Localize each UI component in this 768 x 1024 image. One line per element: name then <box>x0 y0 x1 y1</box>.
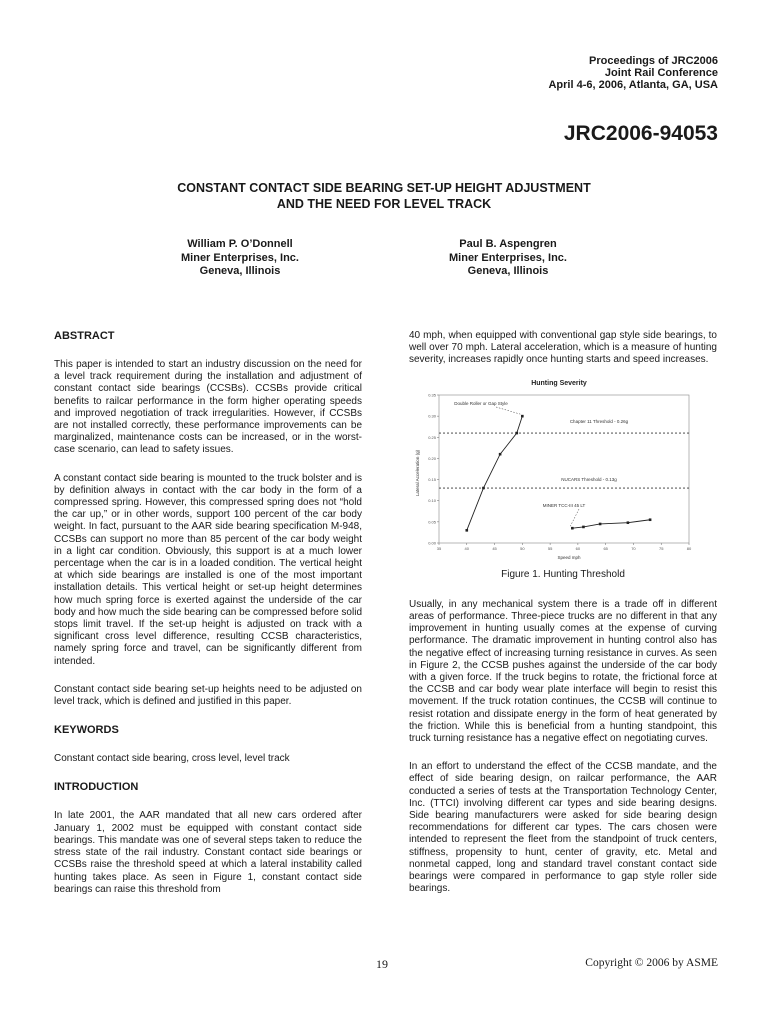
title-line-2: AND THE NEED FOR LEVEL TRACK <box>276 197 492 211</box>
abstract-paragraph-1: This paper is intended to start an industry discussion on the need for a level track requirement during the installation and adjustment of constant contact side bearings (CCSBs). CCSBs provide critical benefits to railcar performance in the form higher operating speeds and improved negotiation of track irregularities. However, if CCSBs are not installed correctly, these performance improvements can be marginalized, maintenance costs can be increased, or in the worst-case scenario, can lead to safety issues. <box>54 359 362 456</box>
title-line-1: CONSTANT CONTACT SIDE BEARING SET-UP HEIGHT ADJUSTMENT <box>177 181 591 195</box>
y-tick-label: 0.35 <box>428 392 436 398</box>
page-number: 19 <box>376 957 388 971</box>
abstract-paragraph-3: Constant contact side bearing set-up heights need to be adjusted on level track, which is defined and justified in this paper. <box>54 683 362 708</box>
introduction-heading: INTRODUCTION <box>54 781 139 794</box>
right-paragraph-3: In an effort to understand the effect of the CCSB mandate, and the effect of side bearing design, on railcar performance, the AAR conducted a series of tests at the Transportation Technology Center, Inc. (TTCI) involving different car types and side bearing designs. Side bearing manufacturers were asked for side bearing design recommendations for different car types. The cars chosen were intended to represent the fleet from the standpoint of truck centers, stiffness, propensity to hunt, center of gravity, etc. Metal and nonmetal capped, long and standard travel constant contact side bearings were compared in performance to gap style roller side bearings. <box>409 761 717 895</box>
x-tick-label: 40 <box>464 545 470 551</box>
data-point <box>499 453 502 456</box>
author-name: Paul B. Aspengren <box>459 238 557 250</box>
x-tick-label: 70 <box>631 545 636 551</box>
data-point <box>571 527 574 530</box>
author-affiliation: Miner Enterprises, Inc. <box>181 251 299 264</box>
y-tick-label: 0.10 <box>428 497 436 503</box>
x-tick-label: 50 <box>520 545 525 551</box>
keywords-text: Constant contact side bearing, cross level, level track <box>54 753 290 765</box>
plot-area <box>428 392 692 551</box>
right-paragraph-2: Usually, in any mechanical system there is a trade off in different areas of performance. Three-piece trucks are no different in that any improvement in hunting usually comes at the expense of curving performance. The dramatic improvement in hunting control also has the negative effect of increasing turning resistance in curves. As seen in Figure 2, the CCSB pushes against the underside of the car body with a given force. If the truck begins to rotate, the frictional force at the CCSB and car body wear plate interface will begin to resist this movement. If the truck rotation continues, the CCSB will continue to resist rotation and dissipate energy in the form of heat generated by the friction. While this is beneficial from a hunting standpoint, this truck turning resistance has a negative effect on negotiating curves. <box>409 598 717 745</box>
copyright-notice: Copyright © 2006 by ASME <box>585 957 718 969</box>
y-tick-label: 0.30 <box>428 413 436 419</box>
data-point <box>627 521 630 524</box>
x-tick-label: 75 <box>658 545 664 551</box>
series-label-leader <box>570 509 579 526</box>
y-axis-label: Lateral Acceleration (g) <box>415 449 420 496</box>
x-tick-label: 60 <box>575 545 581 551</box>
threshold-label: Chapter 11 Threshold - 0.26g <box>569 418 629 424</box>
data-point <box>515 431 518 434</box>
x-tick-label: 55 <box>547 545 553 551</box>
y-tick-label: 0.25 <box>428 434 436 440</box>
author-block-1 <box>130 238 350 279</box>
paper-title <box>0 180 768 212</box>
keywords-heading: KEYWORDS <box>54 724 119 737</box>
proceedings-line-1: Proceedings of JRC2006 <box>589 55 718 67</box>
hunting-severity-chart <box>409 373 709 563</box>
x-tick-label: 45 <box>492 545 497 551</box>
paper-id: JRC2006-94053 <box>563 122 718 145</box>
introduction-paragraph-1: In late 2001, the AAR mandated that all new cars ordered after January 1, 2002 must be equipped with constant contact side bearings. This mandate was one of several steps taken to reduce the stress state of the rail industry. Constant contact side bearings or CCSBs raise the threshold speed at which a lateral instability called hunting takes place. As seen in Figure 1, constant contact side bearings can raise this threshold from <box>54 810 362 895</box>
chart-title: Hunting Severity <box>531 379 587 387</box>
y-tick-label: 0.20 <box>428 455 436 461</box>
right-column <box>409 330 717 911</box>
author-affiliation: Miner Enterprises, Inc. <box>449 251 567 264</box>
author-location: Geneva, Illinois <box>467 265 549 277</box>
data-point <box>521 414 524 417</box>
author-name: William P. O’Donnell <box>187 238 293 250</box>
abstract-heading: ABSTRACT <box>54 330 115 342</box>
series-label: Double Roller or Gap Style <box>454 400 508 406</box>
series-label: MINER TCC-III 45 LT <box>542 502 586 508</box>
y-tick-label: 0.15 <box>428 476 436 482</box>
plot-frame <box>439 395 689 543</box>
y-tick-label: 0.05 <box>428 518 436 524</box>
figure-caption: Figure 1. Hunting Threshold <box>501 568 625 580</box>
series-label-leader <box>496 407 520 414</box>
author-block-2 <box>398 238 618 279</box>
data-point <box>599 522 602 525</box>
proceedings-line-3: April 4-6, 2006, Atlanta, GA, USA <box>548 79 718 91</box>
hunting-severity-figure <box>409 373 709 563</box>
data-point <box>649 518 652 521</box>
abstract-paragraph-2: A constant contact side bearing is mounted to the truck bolster and is by definition always in contact with the car body in the form of a compressed spring. However, this compressed spring does not “hold the car up,” or in other words, support 100 percent of the car body weight. In fact, pursuant to the AAR side bearing specification M-948, CCSBs can support no more than 85 percent of the car body weight in a light car condition. Obviously, this support is at a much lower percentage when the car is in a loaded condition. The vertical height at which side bearings are installed is one of the most important installation details. This vertical height or set-up height determines how much spring force is exerted against the underside of the car body and how much the side bearing can be compressed before solid stops limit travel. If the set-up height is adjusted on track with a significant cross level difference, resulting CCSB characteristics, namely spring force and travel, can be significantly different from intended. <box>54 472 362 667</box>
y-tick-label: 0.00 <box>428 540 436 546</box>
x-axis-label: Speed mph <box>557 554 581 560</box>
proceedings-line-2: Joint Rail Conference <box>604 67 718 79</box>
x-tick-label: 35 <box>436 545 442 551</box>
left-column <box>54 330 362 912</box>
author-location: Geneva, Illinois <box>199 265 281 277</box>
data-point <box>465 529 468 532</box>
proceedings-header <box>358 55 718 91</box>
threshold-label: NUCARS Threshold - 0.13g <box>561 476 617 482</box>
data-point <box>482 486 485 489</box>
data-point <box>582 525 585 528</box>
x-tick-label: 80 <box>686 545 692 551</box>
x-tick-label: 65 <box>603 545 608 551</box>
right-paragraph-1: 40 mph, when equipped with conventional gap style side bearings, to well over 70 mph. Lateral acceleration, which is a measure of hunting severity, increases rapidly once hunting starts and speed increases. <box>409 330 717 366</box>
